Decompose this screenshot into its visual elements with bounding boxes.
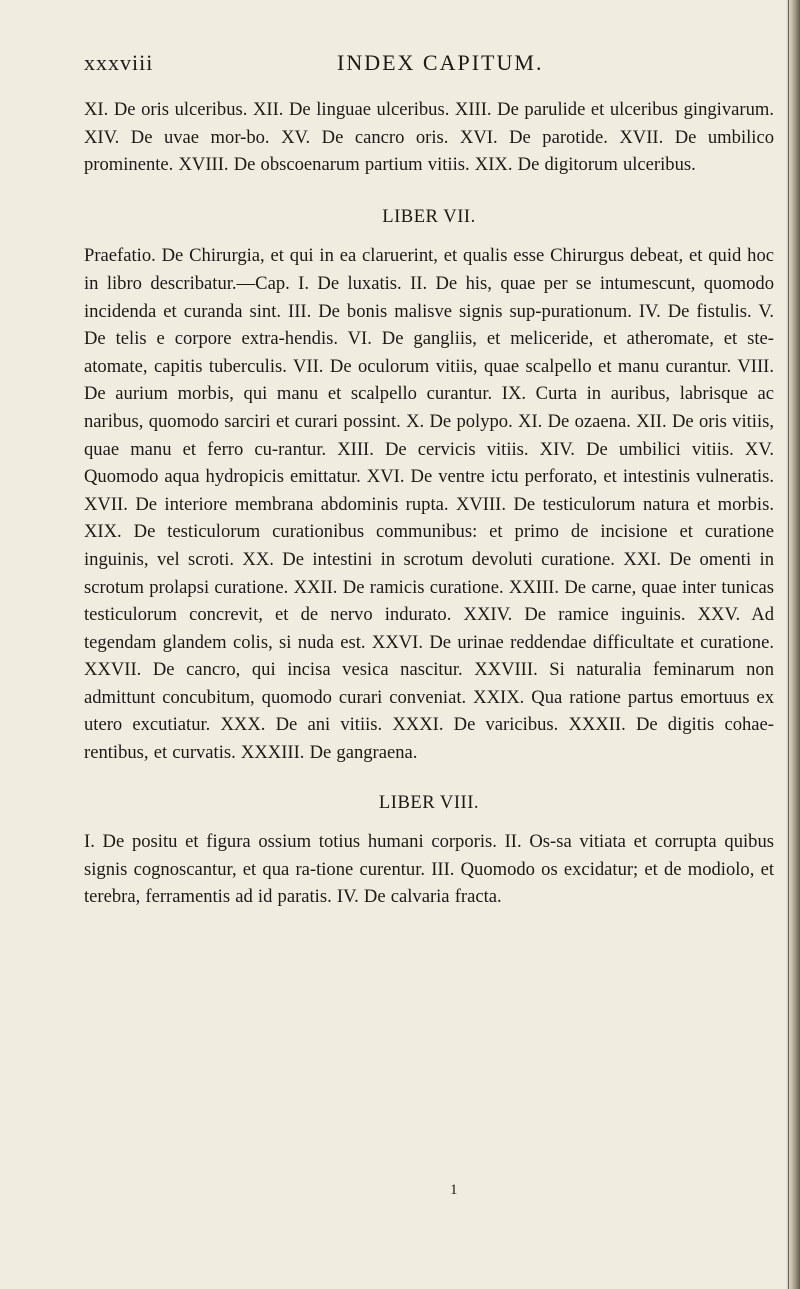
intro-paragraph: XI. De oris ulceribus. XII. De linguae ulceribus. XIII. De parulide et ulceribus gingivarum. XIV. De uvae mor-bo. XV. De cancro oris. XVI. De parotide. XVII. De umbilico prominente. XVIII. De obscoenarum partium vitiis. XIX. De digitorum ulceribus. [84,99,774,176]
book-vii-text: Praefatio. De Chirurgia, et qui in ea claruerint, et qualis esse Chirurgus debeat, et quid hoc in libro describatur.—Cap. I. De luxatis. II. De his, quae per se intumescunt, quomodo incidenda et curanda sint. III. De bonis malisve signis sup-purationum. IV. De fistulis. V. De telis e corpore extra-hendis. VI. De gangliis, et meliceride, et atheromate, et ste-atomate, capitis tuberculis. VII. De oculorum vitiis, quae scalpello et manu curantur. VIII. De aurium morbis, qui manu et scalpello curantur. IX. Curta in auribus, labrisque ac naribus, quomodo sarciri et curari possint. X. De polypo. XI. De ozaena. XII. De oris vitiis, quae manu et ferro cu-rantur. XIII. De cervicis vitiis. XIV. De umbilici vitiis. XV. Quomodo aqua hydropicis emittatur. XVI. De ventre ictu perforato, et intestinis vulneratis. XVII. De interiore membrana abdominis rupta. XVIII. De testiculorum natura et morbis. XIX. De testiculorum curationibus communibus: et primo de incisione et curatione inguinis, vel scroti. XX. De intestini in scrotum devoluti curatione. XXI. De omenti in scrotum prolapsi curatione. XXII. De ramicis curatione. XXIII. De carne, quae inter tunicas testiculorum concrevit, et de nervo indurato. XXIV. De ramice inguinis. XXV. Ad tegendam glandem colis, si nuda est. XXVI. De urinae reddendae difficultate et curatione. XXVII. De cancro, qui incisa vesica nascitur. XXVIII. Si naturalia feminarum non admittunt concubitum, quomodo curari conveniat. XXIX. Qua ratione partus emortuus ex utero excutiatur. XXX. De ani vitiis. XXXI. De varicibus. XXXII. De digitis cohae-rentibus, et curvatis. XXXIII. De gangraena. [84,245,774,764]
page-content [84,96,774,911]
page-header [84,44,774,84]
section-spacer [84,179,774,203]
page-edge-line [788,0,789,1289]
signature-mark: 1 [450,1182,458,1198]
running-head: INDEX CAPITUM. [337,50,544,75]
book-viii-heading: LIBER VIII. [378,791,480,813]
book-vii-heading: LIBER VII. [382,205,476,227]
page-number: xxxviii [84,50,154,75]
section-spacer [84,816,774,828]
section-spacer [84,230,774,242]
section-spacer [84,767,774,789]
book-viii-text: I. De positu et figura ossium totius humani corporis. II. Os-sa vitiata et corrupta quibus signis cognoscantur, et qua ra-tione curentur. III. Quomodo os excidatur; et de modiolo, et terebra, ferramentis ad id paratis. IV. De calvaria fracta. [84,831,774,908]
